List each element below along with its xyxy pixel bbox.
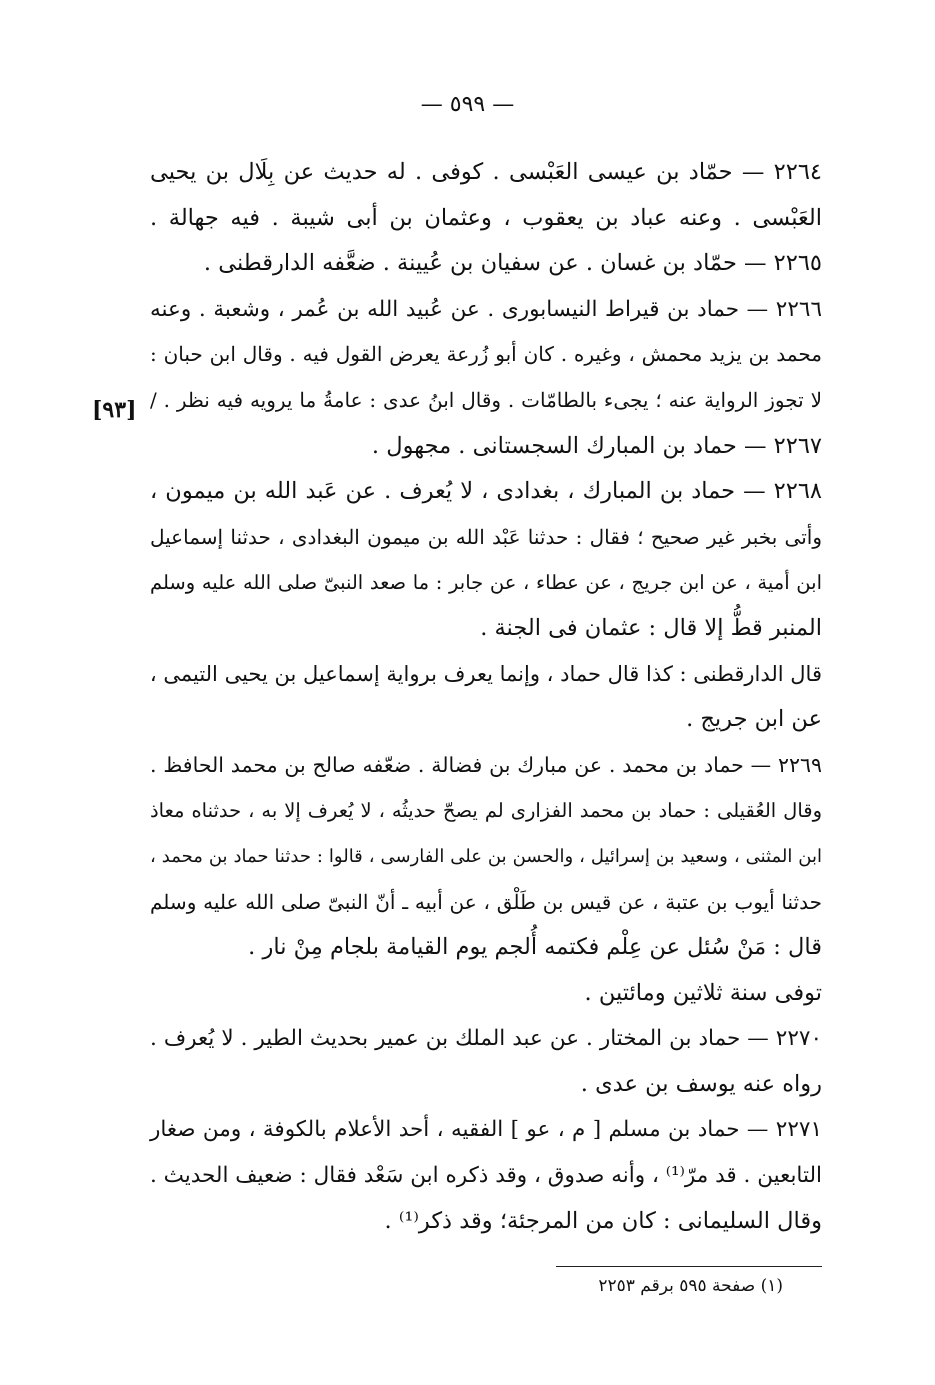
text-line: العَبْسى . وعنه عباد بن يعقوب ، وعثمان بن أبى شيبة . فيه جهالة . <box>150 204 822 231</box>
margin-page-marker: [٩٣] <box>92 397 137 423</box>
text-line: لا تجوز الرواية عنه ؛ يجىء بالطامّات . وقال ابنُ عدى : عامةُ ما يرويه فيه نظر . / <box>150 387 822 412</box>
text-line: عن ابن جريج . <box>686 706 822 733</box>
text-line: ٢٢٦٦ — حماد بن قيراط النيسابورى . عن عُبيد الله بن عُمر ، وشعبة . وعنه <box>150 296 822 322</box>
text-line: وقال العُقيلى : حماد بن محمد الفزارى لم يصحّ حديثُه ، لا يُعرف إلا به ، حدثناه معاذ <box>150 799 822 823</box>
text-line: ابن المثنى ، وسعيد بن إسرائيل ، والحسن بن على الفارسى ، قالوا : حدثنا حماد بن محمد ، <box>150 845 822 867</box>
text-line: ٢٢٦٧ — حماد بن المبارك السجستانى . مجهول . <box>371 432 822 459</box>
text-line: ابن أمية ، عن ابن جريج ، عن عطاء ، عن جابر : ما صعد النبىّ صلى الله عليه وسلم <box>150 571 822 595</box>
text-line: وأتى بخبر غير صحيح ؛ فقال : حدثنا عَبْد الله بن ميمون البغدادى ، حدثنا إسماعيل <box>150 524 822 549</box>
text-line: توفى سنة ثلاثين ومائتين . <box>584 979 822 1006</box>
text-line: قال الدارقطنى : كذا قال حماد ، وإنما يعرف برواية إسماعيل بن يحيى التيمى ، <box>149 661 822 686</box>
text-line: حدثنا أيوب بن عتبة ، عن قيس بن طَلْق ، عن أبيه ـ أنّ النبىّ صلى الله عليه وسلم <box>150 889 822 914</box>
text-line: رواه عنه يوسف بن عدى . <box>580 1070 822 1097</box>
text-line: ٢٢٧٠ — حماد بن المختار . عن عبد الملك بن عمير بحديث الطير . لا يُعرف . <box>150 1026 822 1052</box>
text-line: ٢٢٦٤ — حمّاد بن عيسى العَبْسى . كوفى . له حديث عن بِلَال بن يحيى <box>150 159 822 185</box>
text-line: محمد بن يزيد محمش ، وغيره . كان أبو زُرعة يعرض القول فيه . وقال ابن حبان : <box>150 342 822 367</box>
text-line: ٢٢٦٩ — حماد بن محمد . عن مبارك بن فضالة . ضعّفه صالح بن محمد الحافظ . <box>150 752 822 777</box>
text-line: ٢٢٦٥ — حمّاد بن غسان . عن سفيان بن عُيينة . ضعَّفه الدارقطنى . <box>203 250 822 277</box>
footnote-divider <box>556 1266 822 1267</box>
text-line: وقال السليمانى : كان من المرجئة؛ وقد ذكر⁽¹⁾ . <box>384 1207 822 1234</box>
text-line: ٢٢٦٨ — حماد بن المبارك ، بغدادى ، لا يُعرف . عن عَبد الله بن ميمون ، <box>150 478 822 505</box>
text-line: التابعين . قد مرّ⁽¹⁾ ، وأنه صدوق ، وقد ذكره ابن سَعْد فقال : ضعيف الحديث . <box>150 1163 822 1189</box>
text-line: قال : مَنْ سُئل عن عِلْم فكتمه أُلجم يوم القيامة بلجام مِنْ نار . <box>248 934 822 961</box>
text-line: المنبر قطُّ إلا قال : عثمان فى الجنة . <box>480 614 822 641</box>
page-number: — ٥٩٩ — <box>420 92 515 117</box>
text-line: ٢٢٧١ — حماد بن مسلم [ م ، عو ] الفقيه ، أحد الأعلام بالكوفة ، ومن صغار <box>150 1117 822 1143</box>
footnote: (١) صفحة ٥٩٥ برقم ٢٢٥٣ <box>598 1276 783 1296</box>
main-text <box>150 150 822 1244</box>
